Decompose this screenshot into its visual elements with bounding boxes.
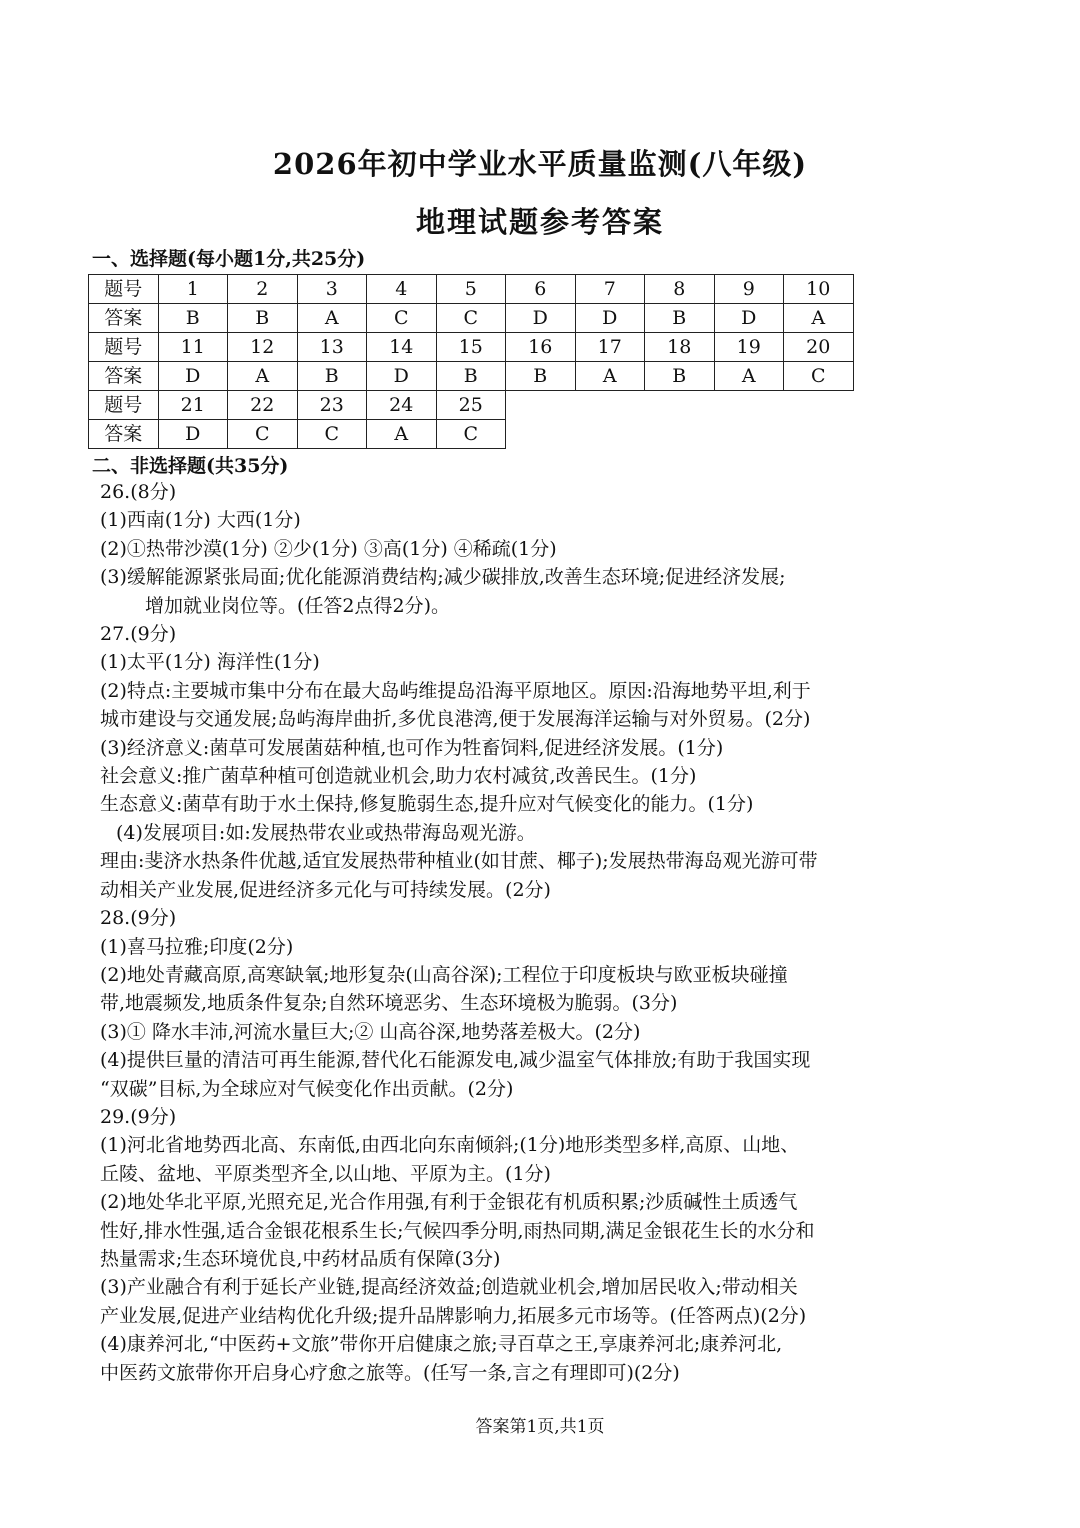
answer-line: 社会意义:推广菌草种植可创造就业机会,助力农村减贫,改善民生。(1分) — [100, 765, 697, 788]
answer-cell: D — [575, 304, 645, 333]
answer-cell: A — [367, 420, 437, 449]
question-number-row — [89, 333, 854, 362]
answer-line: 动相关产业发展,促进经济多元化与可持续发展。(2分) — [100, 878, 551, 901]
answer-line: (3)产业融合有利于延长产业链,提高经济效益;创造就业机会,增加居民收入;带动相关 — [100, 1276, 798, 1299]
answer-line: (4)发展项目:如:发展热带农业或热带海岛观光游。 — [116, 821, 536, 844]
question-number-cell: 17 — [575, 333, 645, 362]
question-number-cell: 7 — [575, 275, 645, 304]
answer-line: 26.(8分) — [100, 481, 177, 503]
answer-body — [100, 478, 990, 1387]
row-label-answer: 答案 — [89, 304, 159, 333]
question-number-cell: 8 — [645, 275, 715, 304]
answer-line: 性好,排水性强,适合金银花根系生长;气候四季分明,雨热同期,满足金银花生长的水分和 — [100, 1219, 815, 1242]
answer-cell: D — [714, 304, 784, 333]
answer-line: 丘陵、盆地、平原类型齐全,以山地、平原为主。(1分) — [100, 1162, 551, 1185]
answer-line: (4)康养河北,“中医药+文旅”带你开启健康之旅;寻百草之王,享康养河北;康养河北, — [100, 1333, 783, 1356]
answer-line: (1)河北省地势西北高、东南低,由西北向东南倾斜;(1分)地形类型多样,高原、山地、 — [100, 1134, 800, 1157]
empty-cell — [714, 420, 784, 449]
answer-cell: C — [228, 420, 298, 449]
empty-cell — [506, 391, 576, 420]
question-number-cell: 25 — [436, 391, 506, 420]
answer-cell: B — [645, 362, 715, 391]
answer-cell: A — [228, 362, 298, 391]
answer-cell: C — [367, 304, 437, 333]
answer-cell: C — [436, 420, 506, 449]
question-number-cell: 21 — [158, 391, 228, 420]
answer-line: 理由:斐济水热条件优越,适宜发展热带种植业(如甘蔗、椰子);发展热带海岛观光游可带 — [100, 850, 818, 873]
answer-line: (3)经济意义:菌草可发展菌菇种植,也可作为牲畜饲料,促进经济发展。(1分) — [100, 736, 724, 759]
answer-line: 29.(9分) — [100, 1105, 177, 1128]
question-number-row — [89, 391, 854, 420]
empty-cell — [645, 391, 715, 420]
empty-cell — [645, 420, 715, 449]
answer-cell: A — [575, 362, 645, 391]
answer-line: (1)喜马拉雅;印度(2分) — [100, 935, 294, 958]
question-number-cell: 1 — [158, 275, 228, 304]
answer-cell: B — [158, 304, 228, 333]
row-label-number: 题号 — [89, 333, 159, 362]
question-number-cell: 11 — [158, 333, 228, 362]
page-footer: 答案第1页,共1页 — [475, 1417, 605, 1437]
answer-cell: B — [228, 304, 298, 333]
empty-cell — [714, 391, 784, 420]
question-number-cell: 4 — [367, 275, 437, 304]
empty-cell — [506, 420, 576, 449]
answer-cell: D — [506, 304, 576, 333]
answer-line: 产业发展,促进产业结构优化升级;提升品牌影响力,拓展多元市场等。(任答两点)(2分) — [100, 1304, 807, 1327]
answer-line: (1)太平(1分) 海洋性(1分) — [100, 651, 320, 674]
answer-cell: B — [436, 362, 506, 391]
answer-cell: A — [297, 304, 367, 333]
question-number-row — [89, 275, 854, 304]
row-label-number: 题号 — [89, 391, 159, 420]
answer-line: (2)特点:主要城市集中分布在最大岛屿维提岛沿海平原地区。原因:沿海地势平坦,利于 — [100, 679, 811, 702]
answer-line: 中医药文旅带你开启身心疗愈之旅等。(任写一条,言之有理即可)(2分) — [100, 1361, 680, 1384]
answer-row — [89, 362, 854, 391]
answer-line: 城市建设与交通发展;岛屿海岸曲折,多优良港湾,便于发展海洋运输与对外贸易。(2分) — [100, 708, 811, 731]
answer-line: 热量需求;生态环境优良,中药材品质有保障(3分) — [100, 1247, 501, 1270]
question-number-cell: 6 — [506, 275, 576, 304]
question-number-cell: 18 — [645, 333, 715, 362]
answer-line: 生态意义:菌草有助于水土保持,修复脆弱生态,提升应对气候变化的能力。(1分) — [100, 793, 754, 816]
empty-cell — [784, 391, 854, 420]
question-number-cell: 13 — [297, 333, 367, 362]
section-choice-heading: 一、选择题(每小题1分,共25分) — [92, 248, 366, 270]
answer-line: (4)提供巨量的清洁可再生能源,替代化石能源发电,减少温室气体排放;有助于我国实现 — [100, 1049, 811, 1072]
question-number-cell: 19 — [714, 333, 784, 362]
answer-row — [89, 304, 854, 333]
answer-cell: A — [784, 304, 854, 333]
question-number-cell: 9 — [714, 275, 784, 304]
answer-line: (2)地处华北平原,光照充足,光合作用强,有利于金银花有机质积累;沙质碱性土质透气 — [100, 1191, 798, 1214]
answer-cell: B — [506, 362, 576, 391]
question-number-cell: 2 — [228, 275, 298, 304]
answer-row — [89, 420, 854, 449]
page-title: 2026年初中学业水平质量监测(八年级) — [272, 147, 808, 181]
question-number-cell: 20 — [784, 333, 854, 362]
page-subtitle: 地理试题参考答案 — [415, 205, 664, 239]
empty-cell — [784, 420, 854, 449]
row-label-answer: 答案 — [89, 420, 159, 449]
answer-cell: D — [158, 420, 228, 449]
answer-cell: C — [436, 304, 506, 333]
answer-table — [88, 274, 854, 449]
answer-line: 27.(9分) — [100, 623, 177, 646]
answer-cell: A — [714, 362, 784, 391]
question-number-cell: 3 — [297, 275, 367, 304]
question-number-cell: 10 — [784, 275, 854, 304]
row-label-answer: 答案 — [89, 362, 159, 391]
answer-cell: B — [645, 304, 715, 333]
answer-line: “双碳”目标,为全球应对气候变化作出贡献。(2分) — [100, 1077, 514, 1100]
answer-cell: D — [367, 362, 437, 391]
answer-line: 28.(9分) — [100, 907, 177, 930]
answer-line: (3)① 降水丰沛,河流水量巨大;② 山高谷深,地势落差极大。(2分) — [100, 1020, 641, 1043]
answer-line: 带,地震频发,地质条件复杂;自然环境恶劣、生态环境极为脆弱。(3分) — [100, 992, 678, 1015]
answer-cell: B — [297, 362, 367, 391]
empty-cell — [575, 391, 645, 420]
answer-line: (2)地处青藏高原,高寒缺氧;地形复杂(山高谷深);工程位于印度板块与欧亚板块碰撞 — [100, 963, 788, 986]
question-number-cell: 5 — [436, 275, 506, 304]
question-number-cell: 24 — [367, 391, 437, 420]
answer-line: (2)①热带沙漠(1分) ②少(1分) ③高(1分) ④稀疏(1分) — [100, 537, 557, 560]
question-number-cell: 14 — [367, 333, 437, 362]
answer-cell: D — [158, 362, 228, 391]
question-number-cell: 22 — [228, 391, 298, 420]
answer-line: 增加就业岗位等。(任答2点得2分)。 — [145, 594, 451, 617]
question-number-cell: 16 — [506, 333, 576, 362]
answer-line: (1)西南(1分) 大西(1分) — [100, 509, 301, 532]
question-number-cell: 15 — [436, 333, 506, 362]
answer-line: (3)缓解能源紧张局面;优化能源消费结构;减少碳排放,改善生态环境;促进经济发展; — [100, 566, 786, 589]
answer-cell: C — [784, 362, 854, 391]
section-open-heading: 二、非选择题(共35分) — [92, 455, 289, 477]
row-label-number: 题号 — [89, 275, 159, 304]
question-number-cell: 23 — [297, 391, 367, 420]
question-number-cell: 12 — [228, 333, 298, 362]
empty-cell — [575, 420, 645, 449]
answer-cell: C — [297, 420, 367, 449]
